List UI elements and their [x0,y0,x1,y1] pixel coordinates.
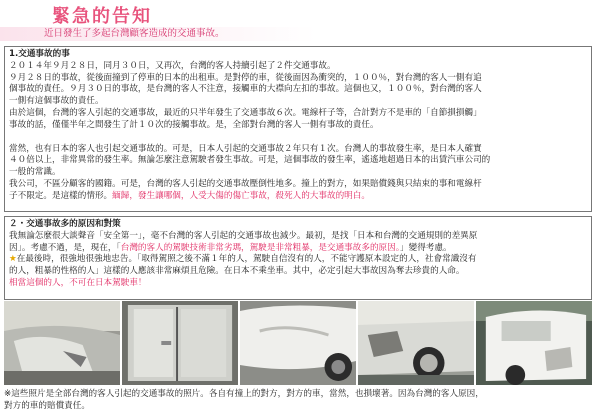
section-causes-and-measures [4,216,592,300]
section1-line: ２０１４年９月２８日，同月３０日，又再次，台灣的客人持續引起了２件交通事故。 [9,60,336,71]
section1-line: ９月２８日的事故，從後面撞到了停車的日本的出租車。是對停的車，從後面因為衝突的，１００％，對台灣的客人一側有追 [9,72,482,83]
section1-para2-line [9,191,587,203]
accident-photo [358,301,474,385]
caption-text-2: 對方的車的賠償責任。 [4,401,90,411]
section1-para2-line: 我公司，不區分顧客的國籍。可是，台灣的客人引起的交通事故壓倒性地多。撞上的對方，如果賠償錢與只結束的事和電線杆 [9,178,482,189]
accident-photo [4,301,120,385]
section1-line: 個事故的責任。９月３０日的事故，是台灣的客人不注意，接觸車的大襟向左扣的事故。這個也又，１００％，對台灣的客人 [9,84,482,95]
star-icon: ★ [9,254,17,265]
section1-line: 一側有這個事故的責任。 [9,96,104,107]
page-title: 緊急的告知 [52,6,152,27]
accident-photo [476,301,592,385]
section2-heading: ２・交通事故多的原因和對策 [9,219,121,229]
section2-highlight: 台灣的客人的駕駛技術非常劣瑪，駕駛是非常粗暴，是交通事故多的原因。 [120,242,401,253]
section1-heading: 1.交通事故的事 [9,49,70,59]
section1-para2-line: 當然，也有日本的客人也引起交通事故的。可是，日本人引起的交通事故２年只有１次。台灣人的事故發生率，是日本人確實 [9,143,482,154]
photo-caption [4,388,592,412]
section2-text: 」變得考慮。 [400,242,452,253]
section1-para2-line: ４０倍以上，非常異常的發生率。無論怎麼注意駕駛者發生事故。可是，這個事故的發生率，遙遙地超過日本的出賃汽車公司的 [9,155,491,166]
section1-para2-text: 子不限定。是這樣的情形。 [9,190,113,201]
section1-line: 事故的話，僅僅半年之間發生了計１０次的接觸事故。是，全部對台灣的客人一側有事故的責任。 [9,119,379,130]
accident-photos [4,301,592,385]
accident-photo [122,301,238,385]
section2-line [9,254,587,266]
section2-line: 的人，粗暴的性格的人」這樣的人應該非常麻煩且危險。在日本不乘坐車。其中，必定引起大事故因為奪去珍貴的人命。 [9,266,465,277]
section-traffic-accidents [4,46,592,212]
section1-para2-line: 一般的常識。 [9,167,61,178]
section2-warning: 相當這個的人，不可在日本駕駛車！ [9,277,147,288]
warning-text: 緬歸，發生讓哪個，人受大傷的傷亡事故，殺死人的大事故的明白。 [112,190,370,201]
section2-text: 在最後時，很強地很強地忠告。「取得駕照之後不滿１年的人，駕駛自信沒有的人，不能守護原本設定的人，社會常識沒有 [16,254,477,265]
section2-line [9,243,587,255]
section2-line: 我無論怎麼很大談聲音「安全第一」，毫不台灣的客人引起的交通事故也減少。最初，是找「日本和台灣的交通規則的差異原 [9,230,478,241]
accident-photo [240,301,356,385]
page-subtitle: 近日發生了多起台灣顧客造成的交通事故。 [44,28,225,39]
caption-text: ※這些照片是全部台灣的客人引起的交通事故的照片。各自有撞上的對方，對方的車，當然，也損壞著。因為台灣的客人原因， [4,389,484,399]
section2-text: 因」。考慮不過，是，現在，「 [9,242,121,253]
section1-line: 由於這個，台灣的客人引起的交通事故，最近的只半年發生了交通事故６次。電線杆子等，合計對方不是車的「自節損損觸」 [9,107,482,118]
